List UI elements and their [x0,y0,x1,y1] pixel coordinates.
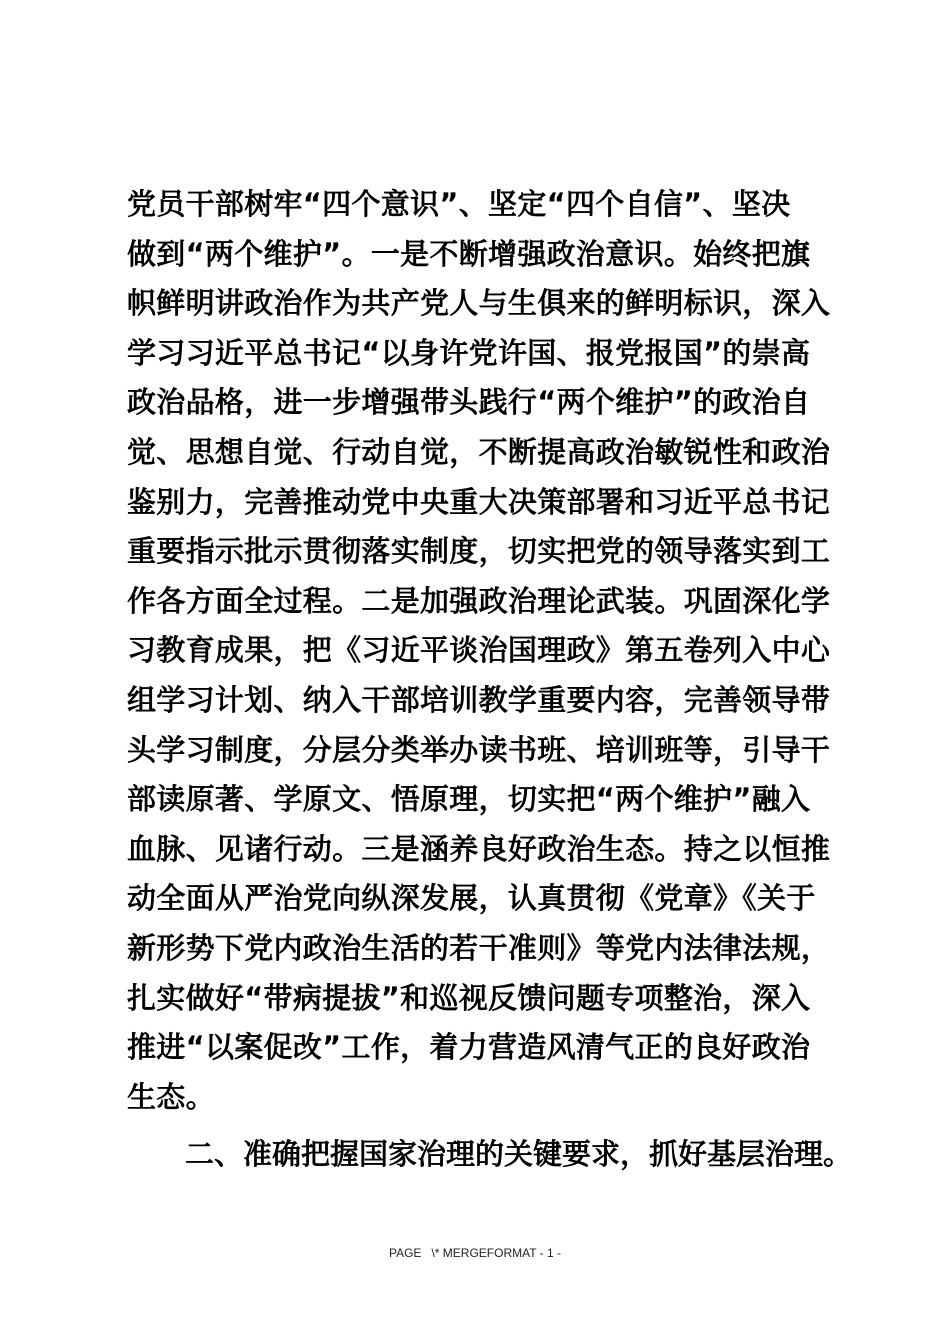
paragraph-line-6: 觉、思想自觉、行动自觉，不断提高政治敏锐性和政治 [127,434,831,469]
paragraph-line-12: 头学习制度，分层分类举办读书班、培训班等，引导干 [127,732,831,767]
paragraph-line-15: 动全面从严治党向纵深发展，认真贯彻《党章》《关于 [127,881,816,916]
paragraph-line-3: 帜鲜明讲政治作为共产党人与生俱来的鲜明标识，深入 [127,286,831,321]
paragraph-line-11: 组学习计划、纳入干部培训教学重要内容，完善领导带 [127,682,831,717]
paragraph-line-19: 生态。 [127,1079,215,1114]
paragraph-line-18: 推进“以案促改”工作，着力营造风清气正的良好政治 [127,1030,811,1065]
paragraph-line-4: 学习习近平总书记“以身许党许国、报党报国”的崇高 [127,335,811,370]
paragraph-line-5: 政治品格，进一步增强带头践行“两个维护”的政治自 [127,385,811,420]
paragraph-line-2: 做到“两个维护”。一是不断增强政治意识。始终把旗 [127,236,811,271]
paragraph-line-17: 扎实做好“带病提拔”和巡视反馈问题专项整治，深入 [127,980,811,1015]
paragraph-line-10: 习教育成果，把《习近平谈治国理政》第五卷列入中心 [127,633,831,668]
paragraph-line-13: 部读原著、学原文、悟原理，切实把“两个维护”融入 [127,782,811,817]
paragraph-line-14: 血脉、见诸行动。三是涵养良好政治生态。持之以恒推 [127,831,831,866]
page-footer: PAGE \* MERGEFORMAT - 1 - [388,1246,562,1260]
paragraph-line-16: 新形势下党内政治生活的若干准则》等党内法律法规， [127,930,831,965]
paragraph-line-7: 鉴别力，完善推动党中央重大决策部署和习近平总书记 [127,484,831,519]
paragraph-line-1: 党员干部树牢“四个意识”、坚定“四个自信”、坚决 [127,187,791,221]
body-paragraph [127,180,847,1122]
section-heading: 二、准确把握国家治理的关键要求，抓好基层治理。 [185,1137,853,1171]
paragraph-line-9: 作各方面全过程。二是加强政治理论武装。巩固深化学 [127,583,831,618]
paragraph-line-8: 重要指示批示贯彻落实制度，切实把党的领导落实到工 [127,534,831,569]
